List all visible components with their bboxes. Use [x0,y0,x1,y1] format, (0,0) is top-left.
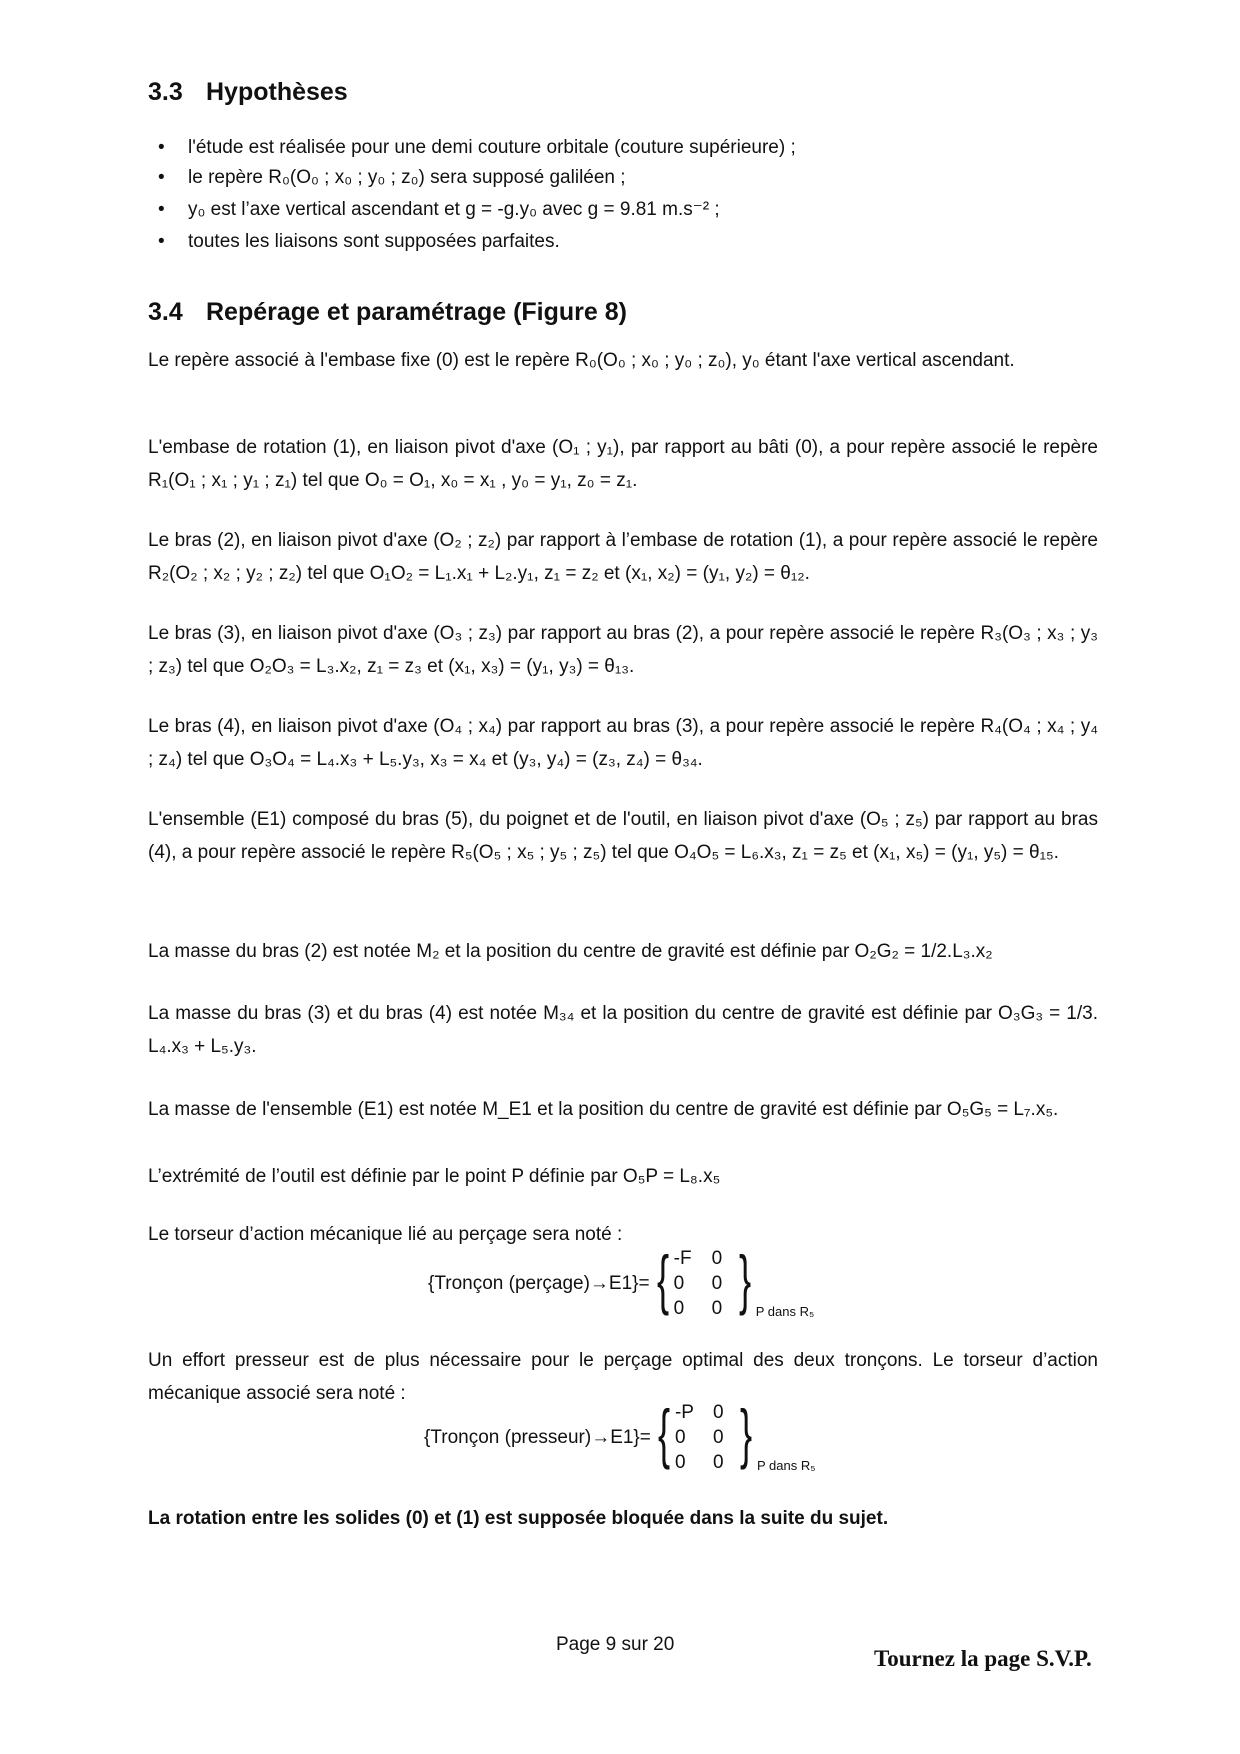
paragraph-effort-presseur: Un effort presseur est de plus nécessaire pour le perçage optimal des deux tronçons. Le torseur d’action mécanique associé sera noté : [148,1350,1098,1404]
bullet-item: • y₀ est l’axe vertical ascendant et g = -g.y₀ avec g = 9.81 m.s⁻² ; [188,198,720,222]
bullet-item: • le repère R₀(O₀ ; x₀ ; y₀ ; z₀) sera supposé galiléen ; [188,166,626,190]
section-heading-3-4: 3.4 Repérage et paramétrage (Figure 8) [148,298,627,326]
paragraph-bras-3: Le bras (3), en liaison pivot d'axe (O₃ ; z₃) par rapport au bras (2), a pour repère associé le repère R₃(O₃ ; x₃ ; y₃ ; z₃) tel que O₂O₃ = L₃.x₂, z₁ = z₃ et (x₁, x₃) = (y₁, y₃) = θ₁₃. [148,623,1098,677]
left-brace: { [657,1396,670,1470]
paragraph-masse-e1: La masse de l'ensemble (E1) est notée M_E1 et la position du centre de gravité est définie par O₅G₅ = L₇.x₅. [148,1099,1059,1120]
torseur-percage: {Tronçon (perçage)→E1}= { -F 0 0 0 0 0 } P dans R₅ [428,1242,815,1319]
page-number: Page 9 sur 20 [556,1634,675,1655]
right-brace: } [739,1396,753,1470]
paragraph-masse-bras-3-4: La masse du bras (3) et du bras (4) est notée M₃₄ et la position du centre de gravité est définie par O₃G₃ = 1/3. L₄.x₃ + L₅.y₃. [148,1003,1098,1057]
bullet-item: • toutes les liaisons sont supposées parfaites. [188,230,560,254]
paragraph-bras-4: Le bras (4), en liaison pivot d'axe (O₄ ; x₄) par rapport au bras (3), a pour repère associé le repère R₄(O₄ ; x₄ ; y₄ ; z₄) tel que O₃O₄ = L₄.x₃ + L₅.y₃, x₃ = x₄ et (y₃, y₄) = (z₃, z₄) = θ₃₄. [148,716,1098,770]
paragraph-extremite-outil: L’extrémité de l’outil est définie par le point P définie par O₅P = L₈.x₅ [148,1166,721,1187]
paragraph-torseur-percage: Le torseur d’action mécanique lié au perçage sera noté : [148,1224,623,1245]
left-brace: { [656,1242,669,1316]
paragraph-embase-fixe: Le repère associé à l'embase fixe (0) est le repère R₀(O₀ ; x₀ ; y₀ ; z₀), y₀ étant l'axe vertical ascendant. [148,350,1015,371]
turn-page-note: Tournez la page S.V.P. [874,1646,1092,1671]
paragraph-ensemble-e1: L'ensemble (E1) composé du bras (5), du poignet et de l'outil, en liaison pivot d'axe (O₅ ; z₅) par rapport au bras (4), a pour repère associé le repère R₅(O₅ ; x₅ ; y₅ ; z₅) tel que O₄O₅ = L₆.x₃, z₁ = z₅ et (x₁, x₅) = (y₁, y₅) = θ₁₅. [148,809,1098,863]
paragraph-masse-bras-2: La masse du bras (2) est notée M₂ et la position du centre de gravité est définie par O₂G₂ = 1/2.L₃.x₂ [148,941,993,962]
torseur-presseur: {Tronçon (presseur)→E1}= { -P 0 0 0 0 0 } P dans R₅ [424,1396,816,1473]
paragraph-bras-2: Le bras (2), en liaison pivot d'axe (O₂ ; z₂) par rapport à l’embase de rotation (1), a pour repère associé le repère R₂(O₂ ; x₂ ; y₂ ; z₂) tel que O₁O₂ = L₁.x₁ + L₂.y₁, z₁ = z₂ et (x₁, x₂) = (y₁, y₂) = θ₁₂. [148,530,1098,584]
section-heading-3-3: 3.3 Hypothèses [148,78,348,106]
torseur-presseur-matrix: { -P 0 0 0 0 0 } P dans R₅ [657,1396,816,1473]
bullet-item: • l'étude est réalisée pour une demi couture orbitale (couture supérieure) ; [188,136,796,160]
paragraph-rotation-bloquee: La rotation entre les solides (0) et (1) est supposée bloquée dans la suite du sujet. [148,1508,889,1529]
right-brace: } [738,1242,751,1316]
paragraph-embase-rotation: L'embase de rotation (1), en liaison pivot d'axe (O₁ ; y₁), par rapport au bâti (0), a pour repère associé le repère R₁(O₁ ; x₁ ; y₁ ; z₁) tel que O₀ = O₁, x₀ = x₁ , y₀ = y₁, z₀ = z₁. [148,437,1098,491]
torseur-percage-matrix: { -F 0 0 0 0 0 } P dans R₅ [656,1242,815,1319]
